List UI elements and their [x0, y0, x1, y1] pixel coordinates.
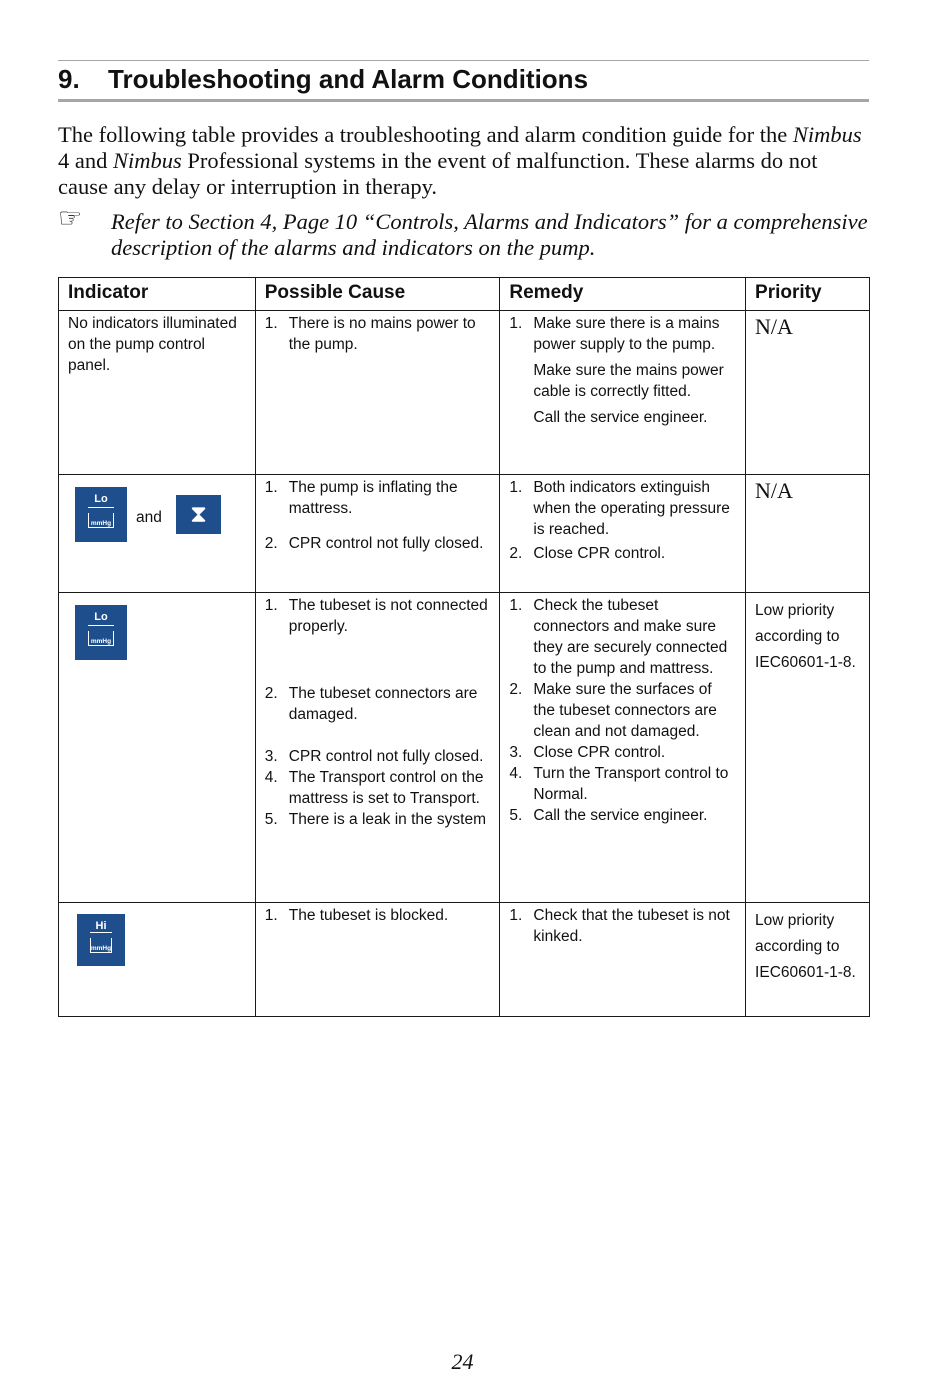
- list-item: 2. Make sure the surfaces of the tubeset connectors are clean and not damaged.: [509, 681, 717, 740]
- list-item: 1. Make sure there is a mains power supply to the pump.: [509, 315, 720, 353]
- list-item: 3. Close CPR control.: [509, 744, 666, 761]
- priority-cell: [746, 903, 870, 1017]
- reference-note: [58, 203, 873, 261]
- list-item: 1. Check the tubeset connectors and make sure they are securely connected to the pump and mattress.: [509, 597, 728, 677]
- table-row: [59, 903, 870, 1017]
- priority-cell: [746, 475, 870, 593]
- intro-paragraph: [58, 122, 873, 200]
- table-row: [59, 593, 870, 903]
- cause-cell: [255, 475, 500, 593]
- heading-bottom-rule: [58, 99, 869, 102]
- priority-cell: [746, 593, 870, 903]
- section-number: 9.: [58, 64, 80, 94]
- low-pressure-icon: Lo mmHg: [75, 487, 127, 542]
- priority-cell: [746, 311, 870, 475]
- high-pressure-icon: Hi mmHg: [77, 914, 125, 966]
- intro-product-1: Nimbus: [792, 122, 862, 147]
- remedy-cell: [500, 475, 746, 593]
- indicator-cell: [59, 475, 256, 593]
- pointing-hand-icon: ☞: [58, 203, 83, 234]
- priority-value: Low priority according to IEC60601-1-8.: [755, 912, 856, 981]
- list-item: 4. The Transport control on the mattress is set to Transport.: [264, 769, 484, 807]
- section-heading: [58, 62, 869, 96]
- troubleshooting-table: [58, 277, 870, 1017]
- and-label: and: [136, 509, 162, 526]
- table-header-row: [59, 278, 870, 311]
- header-remedy: Remedy: [500, 278, 746, 311]
- intro-text-2: 4 and: [58, 148, 113, 173]
- heading-top-rule: [58, 60, 869, 61]
- indicator-cell: [59, 903, 256, 1017]
- page-number: 24: [451, 1349, 474, 1374]
- header-possible-cause: Possible Cause: [255, 278, 500, 311]
- hourglass-icon: ⧗: [176, 495, 221, 534]
- list-item: 4. Turn the Transport control to Normal.: [509, 765, 729, 803]
- remedy-extra-text: Make sure the mains power cable is correctly fitted.: [533, 362, 724, 400]
- cause-cell: [255, 593, 500, 903]
- list-item: 5. Call the service engineer.: [509, 807, 708, 824]
- list-item: 1. The tubeset is blocked.: [264, 907, 449, 924]
- remedy-cell: [500, 903, 746, 1017]
- list-item: 1. The pump is inflating the mattress.: [264, 479, 458, 517]
- list-item: 2. Close CPR control.: [509, 545, 666, 562]
- priority-value: N/A: [755, 314, 793, 339]
- list-item: 1. Both indicators extinguish when the operating pressure is reached.: [509, 479, 730, 538]
- intro-product-2: Nimbus: [113, 148, 182, 173]
- list-item: 2. The tubeset connectors are damaged.: [264, 685, 478, 723]
- table-row: [59, 475, 870, 593]
- section-title: Troubleshooting and Alarm Conditions: [108, 64, 589, 94]
- list-item: 3. CPR control not fully closed.: [264, 748, 484, 765]
- list-item: 5. There is a leak in the system: [264, 811, 487, 828]
- low-pressure-icon: Lo mmHg: [75, 605, 127, 660]
- header-indicator: Indicator: [59, 278, 256, 311]
- list-item: 2. CPR control not fully closed.: [264, 535, 484, 552]
- list-item: 1. The tubeset is not connected properly.: [264, 597, 488, 635]
- list-item: 1. There is no mains power to the pump.: [264, 315, 476, 353]
- reference-note-text: Refer to Section 4, Page 10 “Controls, Alarms and Indicators” for a comprehensive description of the alarms and indicators on the pump.: [111, 209, 868, 260]
- header-priority: Priority: [746, 278, 870, 311]
- table-row: [59, 311, 870, 475]
- intro-text-3: Professional systems in the event of malfunction. These alarms do not cause any delay or interruption in therapy.: [58, 148, 818, 199]
- cause-cell: [255, 311, 500, 475]
- remedy-cell: [500, 311, 746, 475]
- indicator-text: No indicators illuminated on the pump control panel.: [68, 315, 237, 374]
- indicator-cell: [59, 593, 256, 903]
- intro-text-1: The following table provides a troubleshooting and alarm condition guide for the: [58, 122, 793, 147]
- list-item: 1. Check that the tubeset is not kinked.: [509, 907, 730, 945]
- cause-cell: [255, 903, 500, 1017]
- priority-value: N/A: [755, 478, 793, 503]
- indicator-cell: [59, 311, 256, 475]
- remedy-extra-text: Call the service engineer.: [533, 409, 708, 426]
- remedy-cell: [500, 593, 746, 903]
- priority-value: Low priority according to IEC60601-1-8.: [755, 602, 856, 671]
